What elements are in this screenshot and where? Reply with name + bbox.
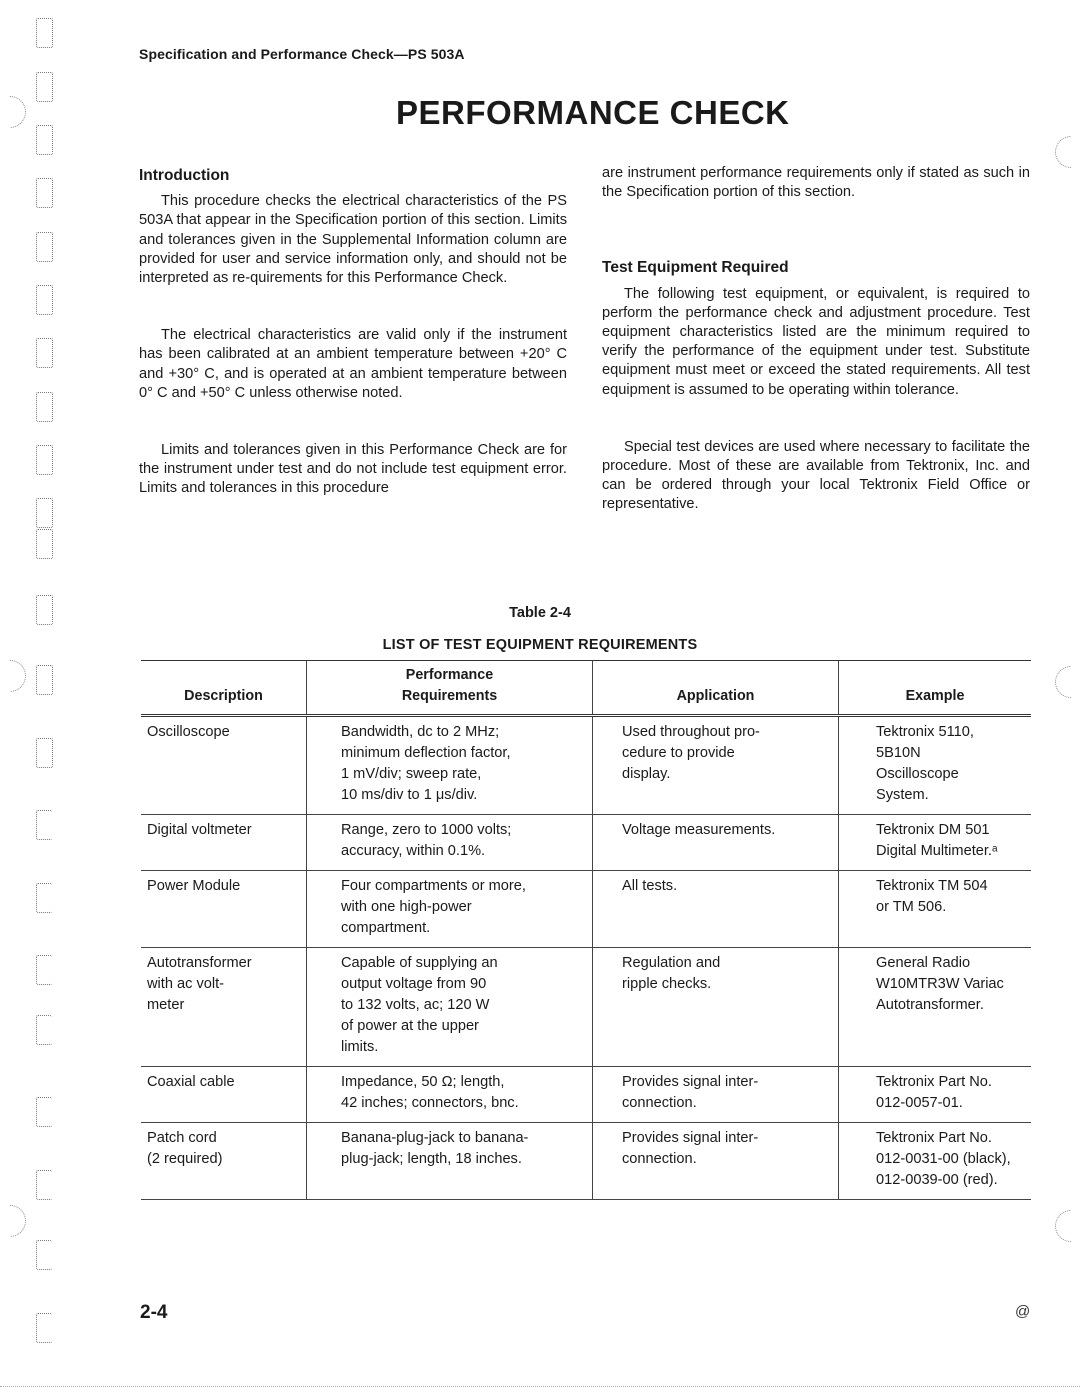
cell-line: Autotransformer bbox=[147, 955, 252, 971]
table-row bbox=[141, 1123, 1031, 1200]
table-row bbox=[141, 871, 1031, 948]
cell-example bbox=[839, 948, 1032, 1067]
cell-line: 1 mV/div; sweep rate, bbox=[341, 766, 482, 782]
binder-hole-icon bbox=[36, 810, 52, 840]
cell-line: minimum deflection factor, bbox=[341, 745, 511, 761]
binder-hole-icon bbox=[36, 125, 53, 155]
binder-hole-icon bbox=[36, 338, 53, 368]
cell-line: Provides signal inter- bbox=[622, 1074, 759, 1090]
cell-performance bbox=[307, 1067, 593, 1123]
cell-line: output voltage from 90 bbox=[341, 976, 487, 992]
cell-line: W10MTR3W Variac bbox=[876, 976, 1004, 992]
header-application: Application bbox=[593, 661, 839, 716]
ring-hole-icon bbox=[1055, 136, 1080, 168]
cell-application bbox=[593, 815, 839, 871]
binder-hole-icon bbox=[36, 72, 53, 102]
table-row bbox=[141, 948, 1031, 1067]
ring-hole-icon bbox=[0, 1205, 26, 1237]
cell-line: Provides signal inter- bbox=[622, 1130, 759, 1146]
cell-line: with one high-power bbox=[341, 899, 472, 915]
cell-example bbox=[839, 716, 1032, 815]
cell-line: 012-0031-00 (black), bbox=[876, 1151, 1011, 1167]
table-row bbox=[141, 1067, 1031, 1123]
ring-hole-icon bbox=[0, 660, 26, 692]
cell-application bbox=[593, 1067, 839, 1123]
table-row bbox=[141, 815, 1031, 871]
cell-line: plug-jack; length, 18 inches. bbox=[341, 1151, 522, 1167]
cell-line: 012-0057-01. bbox=[876, 1095, 963, 1111]
cell-line: Regulation and bbox=[622, 955, 721, 971]
cell-performance bbox=[307, 1123, 593, 1200]
cell-application bbox=[593, 871, 839, 948]
intro-paragraph-continued: are instrument performance requirements only if stated as such in the Specification portion of this section. bbox=[602, 165, 1030, 201]
cell-line: Digital Multimeter.ᵃ bbox=[876, 843, 998, 859]
binder-hole-icon bbox=[36, 392, 53, 422]
cell-example bbox=[839, 1067, 1032, 1123]
binder-hole-icon bbox=[36, 498, 53, 528]
binder-hole-icon bbox=[36, 529, 53, 559]
cell-performance bbox=[307, 871, 593, 948]
cell-line: Autotransformer. bbox=[876, 997, 984, 1013]
cell-line: Tektronix DM 501 bbox=[876, 822, 990, 838]
cell-line: meter bbox=[147, 997, 185, 1013]
cell-line: Tektronix Part No. bbox=[876, 1074, 992, 1090]
binder-hole-icon bbox=[36, 1170, 52, 1200]
binder-hole-icon bbox=[36, 883, 52, 913]
cell-line: Used throughout pro- bbox=[622, 724, 760, 740]
intro-paragraph: The electrical characteristics are valid only if the instrument has been calibrated at an ambient temperature between +20° C and +30° C, and is operated at an ambient temperature between 0° C and +50° C unless otherwise noted. bbox=[139, 327, 567, 401]
cell-line: Banana-plug-jack to banana- bbox=[341, 1130, 529, 1146]
cell-line: Tektronix Part No. bbox=[876, 1130, 992, 1146]
cell-line: or TM 506. bbox=[876, 899, 947, 915]
right-column bbox=[602, 164, 1030, 515]
cell-line: display. bbox=[622, 766, 671, 782]
cell-line: 42 inches; connectors, bnc. bbox=[341, 1095, 519, 1111]
cell-line: compartment. bbox=[341, 920, 431, 936]
table-header-row bbox=[141, 661, 1031, 716]
cell-application bbox=[593, 716, 839, 815]
cell-line: Range, zero to 1000 volts; bbox=[341, 822, 512, 838]
binder-hole-icon bbox=[36, 285, 53, 315]
binder-hole-icon bbox=[36, 1097, 52, 1127]
cell-line: of power at the upper bbox=[341, 1018, 479, 1034]
cell-line: General Radio bbox=[876, 955, 971, 971]
test-equipment-paragraph: The following test equipment, or equivalent, is required to perform the performance check and adjustment procedure. Test equipment characteristics listed are the minimum required to verify the performance of the equipment under test. Substitute equipment must meet or exceed the stated requirements. All test equipment is assumed to be operating within tolerance. bbox=[602, 285, 1030, 398]
cell-application bbox=[593, 948, 839, 1067]
cell-line: Tektronix TM 504 bbox=[876, 878, 988, 894]
test-equipment-heading: Test Equipment Required bbox=[602, 259, 789, 277]
header-description: Description bbox=[141, 661, 307, 716]
ring-hole-icon bbox=[0, 96, 26, 128]
cell-example bbox=[839, 871, 1032, 948]
cell-line: 5B10N bbox=[876, 745, 921, 761]
cell-example bbox=[839, 1123, 1032, 1200]
cell-performance bbox=[307, 948, 593, 1067]
cell-line: Four compartments or more, bbox=[341, 878, 526, 894]
binder-hole-icon bbox=[36, 1240, 52, 1270]
cell-line: Oscilloscope bbox=[876, 766, 959, 782]
binder-hole-icon bbox=[36, 445, 53, 475]
cell-line: with ac volt- bbox=[147, 976, 225, 992]
cell-line: System. bbox=[876, 787, 929, 803]
binder-hole-icon bbox=[36, 18, 53, 48]
cell-line: to 132 volts, ac; 120 W bbox=[341, 997, 490, 1013]
table-number: Table 2-4 bbox=[509, 605, 571, 621]
binder-hole-icon bbox=[36, 955, 52, 985]
introduction-heading: Introduction bbox=[139, 167, 230, 184]
table-title: LIST OF TEST EQUIPMENT REQUIREMENTS bbox=[382, 637, 698, 653]
cell-description bbox=[141, 871, 307, 948]
cell-description bbox=[141, 1123, 307, 1200]
cell-line: connection. bbox=[622, 1151, 697, 1167]
binder-hole-icon bbox=[36, 178, 53, 208]
cell-line: Tektronix 5110, bbox=[876, 724, 974, 740]
publisher-mark: @ bbox=[1015, 1303, 1031, 1320]
cell-line: Oscilloscope bbox=[147, 724, 230, 740]
running-head: Specification and Performance Check—PS 503A bbox=[139, 46, 465, 62]
cell-description bbox=[141, 815, 307, 871]
cell-line: Voltage measurements. bbox=[622, 822, 776, 838]
header-example: Example bbox=[839, 661, 1032, 716]
cell-line: Bandwidth, dc to 2 MHz; bbox=[341, 724, 500, 740]
binder-hole-icon bbox=[36, 1313, 52, 1343]
cell-line: limits. bbox=[341, 1039, 379, 1055]
cell-description bbox=[141, 948, 307, 1067]
cell-line: Patch cord bbox=[147, 1130, 217, 1146]
binder-hole-icon bbox=[36, 1015, 52, 1045]
cell-line: Power Module bbox=[147, 878, 241, 894]
ring-hole-icon bbox=[1055, 1210, 1080, 1242]
ring-hole-icon bbox=[1055, 666, 1080, 698]
intro-paragraph: Limits and tolerances given in this Performance Check are for the instrument under test and do not include test equipment error. Limits and tolerances in this procedure bbox=[139, 442, 567, 497]
page-number: 2-4 bbox=[140, 1302, 168, 1323]
cell-line: 012-0039-00 (red). bbox=[876, 1172, 998, 1188]
cell-line: 10 ms/div to 1 μs/div. bbox=[341, 787, 478, 803]
cell-performance bbox=[307, 716, 593, 815]
cell-example bbox=[839, 815, 1032, 871]
cell-performance bbox=[307, 815, 593, 871]
cell-line: Capable of supplying an bbox=[341, 955, 498, 971]
binder-hole-icon bbox=[36, 665, 53, 695]
binder-hole-icon bbox=[36, 738, 53, 768]
test-equipment-paragraph: Special test devices are used where necessary to facilitate the procedure. Most of these are available from Tektronix, Inc. and can be ordered through your local Tektronix Field Office or representative. bbox=[602, 438, 1030, 513]
cell-line: cedure to provide bbox=[622, 745, 735, 761]
table-body bbox=[141, 716, 1031, 1200]
header-performance: Performance Requirements bbox=[307, 661, 593, 716]
intro-paragraph: This procedure checks the electrical characteristics of the PS 503A that appear in the Specification portion of this section. Limits and tolerances given in the Supplemental Information column are provided for user and service information only, and should not be interpreted as re-quirements for this Performance Check. bbox=[139, 193, 567, 287]
binder-hole-icon bbox=[36, 232, 53, 262]
cell-line: Coaxial cable bbox=[147, 1074, 235, 1090]
cell-description bbox=[141, 716, 307, 815]
page-title: PERFORMANCE CHECK bbox=[396, 94, 790, 131]
cell-line: connection. bbox=[622, 1095, 697, 1111]
cell-line: accuracy, within 0.1%. bbox=[341, 843, 486, 859]
test-equipment-table bbox=[141, 660, 1031, 1200]
left-column bbox=[139, 166, 567, 499]
cell-line: ripple checks. bbox=[622, 976, 712, 992]
cell-line: (2 required) bbox=[147, 1151, 223, 1167]
table-row bbox=[141, 716, 1031, 815]
page-edge-rule bbox=[0, 1386, 1080, 1387]
cell-line: Digital voltmeter bbox=[147, 822, 252, 838]
cell-line: Impedance, 50 Ω; length, bbox=[341, 1074, 505, 1090]
cell-description bbox=[141, 1067, 307, 1123]
cell-application bbox=[593, 1123, 839, 1200]
cell-line: All tests. bbox=[622, 878, 678, 894]
